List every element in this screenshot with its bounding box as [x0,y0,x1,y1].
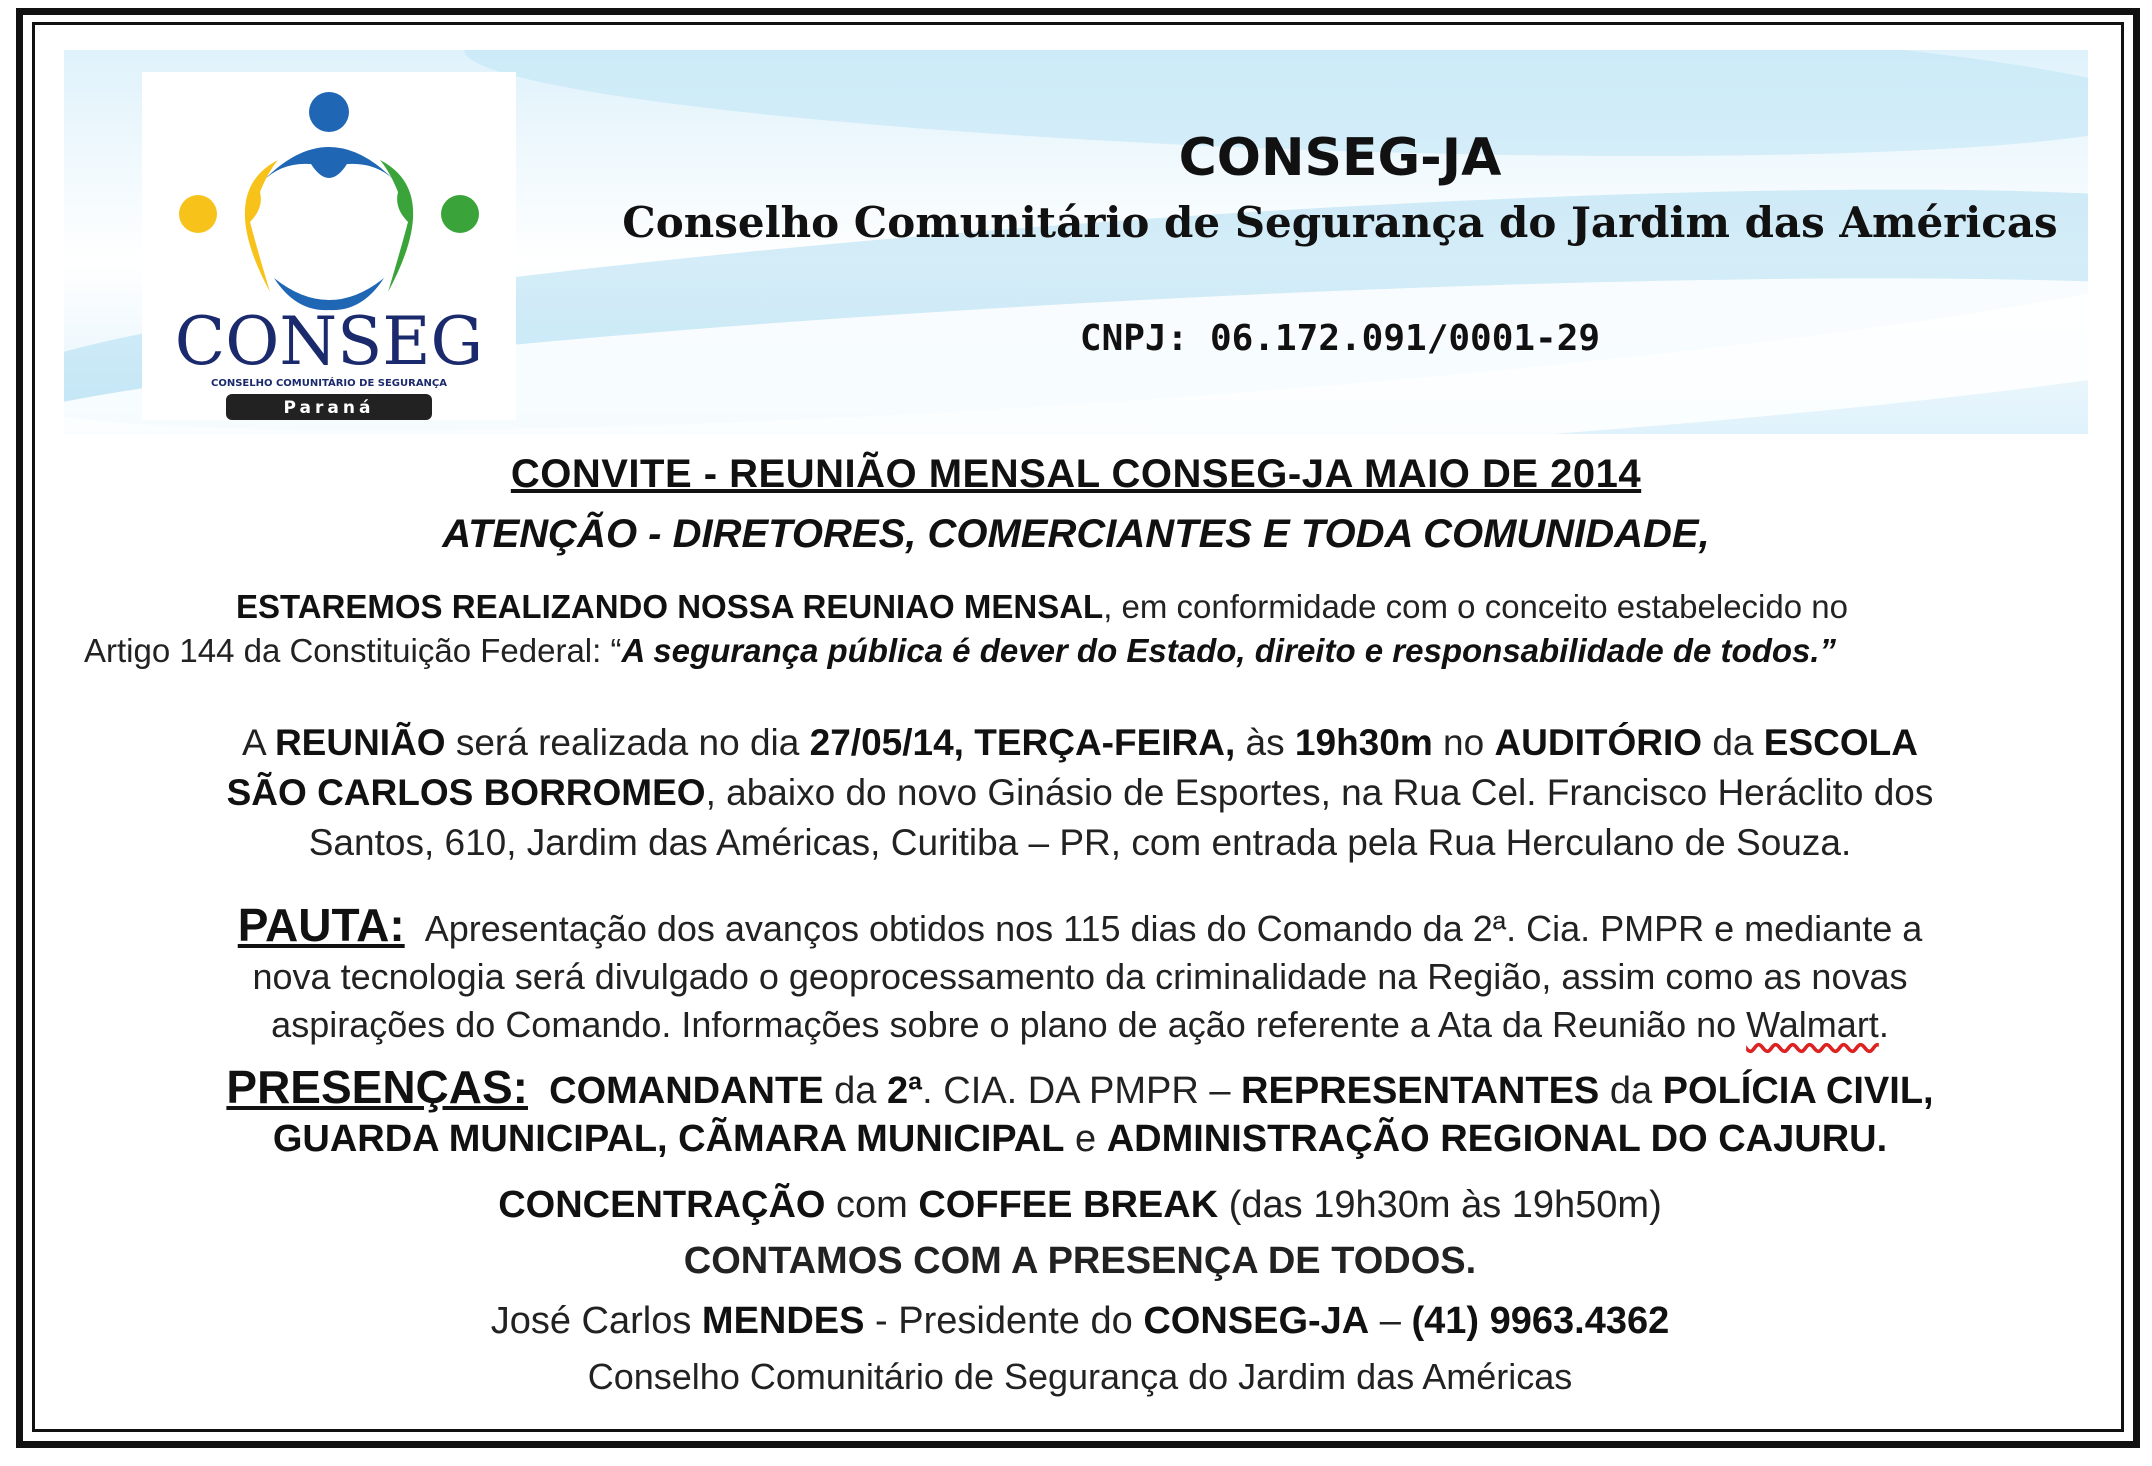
presencas-line-1: PRESENÇAS: COMANDANTE da 2ª. CIA. DA PMPR – REPRESENTANTES da POLÍCIA CIVIL, [226,1061,1934,1113]
intro-line-2: Artigo 144 da Constituição Federal: “A segurança pública é dever do Estado, direito e responsabilidade de todos.” [84,632,1837,669]
org-footer: Conselho Comunitário de Segurança do Jardim das Américas [587,1356,1573,1397]
cnpj-text: CNPJ: 06.172.091/0001-29 [1079,318,1601,359]
intro-line-1: ESTAREMOS REALIZANDO NOSSA REUNIAO MENSAL, em conformidade com o conceito estabelecido no [236,588,1848,625]
contamos-line: CONTAMOS COM A PRESENÇA DE TODOS. [683,1240,1477,1282]
pauta-line-3: aspirações do Comando. Informações sobre o plano de ação referente a Ata da Reunião no Walmart. [271,1004,1889,1045]
presencas-line-2: GUARDA MUNICIPAL, CÃMARA MUNICIPAL e ADMINISTRAÇÃO REGIONAL DO CAJURU. [272,1118,1888,1160]
org-acronym-heading: CONSEG-JA [1178,128,1502,188]
pauta-line-2: nova tecnologia será divulgado o geoprocessamento da criminalidade na Região, assim como as novas [252,956,1908,997]
meeting-line-2: SÃO CARLOS BORROMEO, abaixo do novo Ginásio de Esportes, na Rua Cel. Francisco Heráclito dos [226,772,1934,813]
svg-text:Paraná: Paraná [283,398,375,418]
org-fullname-heading: Conselho Comunitário de Segurança do Jardim das Américas [622,198,2058,247]
meeting-line-1: A REUNIÃO será realizada no dia 27/05/14, TERÇA-FEIRA, às 19h30m no AUDITÓRIO da ESCOLA [242,722,1918,763]
conseg-people-circle-icon [142,72,516,420]
pauta-label: PAUTA: [237,899,405,951]
attention-heading: ATENÇÃO - DIRETORES, COMERCIANTES E TODA COMUNIDADE, [442,512,1710,556]
svg-text:CONSEG: CONSEG [174,303,484,380]
conseg-logo [142,72,516,420]
invite-title: CONVITE - REUNIÃO MENSAL CONSEG-JA MAIO DE 2014 [510,452,1642,496]
presencas-label: PRESENÇAS: [226,1061,528,1113]
svg-text:CONSELHO COMUNITÁRIO DE SEGURA: CONSELHO COMUNITÁRIO DE SEGURANÇA [210,378,448,389]
signature-line: José Carlos MENDES - Presidente do CONSEG-JA – (41) 9963.4362 [490,1300,1670,1342]
concentracao-line: CONCENTRAÇÃO com COFFEE BREAK (das 19h30m às 19h50m) [498,1184,1662,1226]
pauta-line-1: PAUTA: Apresentação dos avanços obtidos nos 115 dias do Comando da 2ª. Cia. PMPR e mediante a [237,899,1923,951]
meeting-line-3: Santos, 610, Jardim das Américas, Curitiba – PR, com entrada pela Rua Herculano de Souza. [308,822,1852,863]
